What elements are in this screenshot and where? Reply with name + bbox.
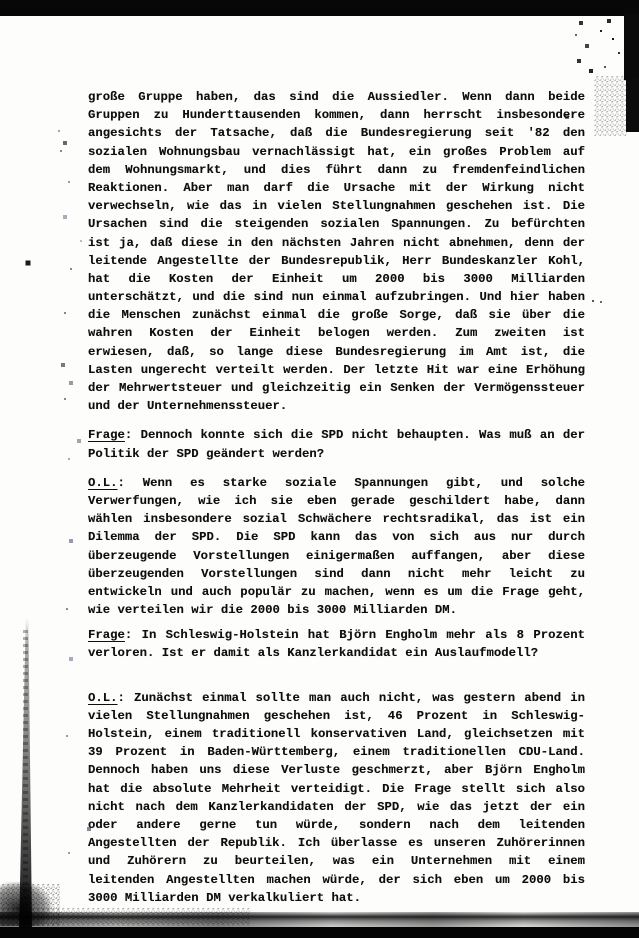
text-line: Reaktionen. Aber man darf die Ursache mit der Wirkung nicht	[88, 180, 585, 195]
scan-mark-top-right-upper	[624, 14, 639, 80]
text-line: hat die Kosten der Einheit um 2000 bis 3000 Milliarden	[88, 271, 585, 286]
text-line: wie verteilen wir die 2000 bis 3000 Milliarden DM.	[88, 603, 457, 618]
text-line: erwiesen, daß, so lange diese Bundesregierung im Amt ist, die	[88, 344, 585, 359]
answer-1	[88, 474, 585, 620]
text-line: dem Wohnungsmarkt, und dies führt dann zu fremdenfeindlichen	[88, 162, 585, 177]
text-line: sozialen Wohnungsbau vernachlässigt hat, ein großes Problem auf	[88, 144, 585, 159]
text-column	[88, 88, 585, 918]
scan-edge-top-bar	[0, 0, 639, 16]
scan-specks-margins	[0, 0, 2, 2]
text-line: leitende Angestellte der Bundesrepublik, Herr Bundeskanzler Kohl,	[88, 253, 585, 268]
scan-streak-left-edge	[19, 618, 32, 930]
answer-2	[88, 689, 585, 907]
text-line: der Mehrwertsteuer und gleichzeitig ein Senken der Vermögenssteuer	[88, 381, 585, 395]
text-line: unterschätzt, und die sind nun einmal aufzubringen. Und hier haben	[88, 290, 585, 305]
text-line: Angestellten der Republik. Ich überlasse es unseren Zuhörerinnen	[88, 836, 585, 851]
scan-blob-bottom-left-noise	[0, 884, 60, 926]
text-line: wahren Kosten der Einheit belogen werden. Zum zweiten ist	[88, 326, 585, 341]
text-line: große Gruppe haben, das sind die Aussiedler. Wenn dann beide	[88, 90, 585, 104]
scan-streak-left-texture	[23, 630, 28, 930]
text-line: angesichts der Tatsache, daß die Bundesregierung seit '82 den	[88, 126, 585, 141]
text-line: überzeugende Vorstellungen einigermaßen auffangen, aber diese	[88, 548, 585, 563]
question-2	[88, 626, 585, 662]
text-line: verloren. Ist er damit als Kanzlerkandidat ein Auslaufmodell?	[88, 646, 539, 661]
text-line: Dilemma der SPD. Die SPD kann das von sich aus nur durch	[88, 530, 585, 545]
text-line: leitenden Angestellten machen würde, der sich eben um 2000 bis	[88, 872, 585, 887]
scan-noise-top-right	[594, 76, 627, 136]
speaker-label: Frage	[88, 428, 125, 443]
text-line: Frage: In Schleswig-Holstein hat Björn Engholm mehr als 8 Prozent	[88, 628, 585, 643]
text-line: vielen Stellungnahmen geschehen ist, 46 Prozent in Schleswig-	[88, 708, 585, 723]
text-line: verwechseln, wie das in vielen Stellungnahmen geschehen ist. Die	[88, 199, 585, 214]
text-line: hat die absolute Mehrheit verteidigt. Die Frage stellt sich also	[88, 781, 585, 796]
text-line: und Zuhörern zu beurteilen, was ein Unternehmen mit einem	[88, 854, 585, 869]
text-line: 39 Prozent in Baden-Württemberg, einem traditionellen CDU-Land.	[88, 745, 585, 760]
text-line: Verwerfungen, wie ich sie eben gerade geschildert habe, dann	[88, 493, 585, 508]
text-line: nicht nach dem Kanzlerkandidaten der SPD, wie das jetzt der ein	[88, 799, 585, 814]
scan-specks-top-right	[0, 0, 2, 2]
text-line: Lasten ungerecht verteilt werden. Der letzte Hit war eine Erhöhung	[88, 362, 585, 377]
text-line: Ursachen sind die steigenden sozialen Spannungen. Zu befürchten	[88, 217, 585, 232]
text-line: Frage: Dennoch konnte sich die SPD nicht behaupten. Was muß an der	[88, 428, 585, 443]
text-line: 3000 Milliarden DM verkalkuliert hat.	[88, 890, 362, 905]
answer-continued	[88, 88, 585, 415]
text-line: Politik der SPD geändert werden?	[88, 446, 325, 461]
text-line: die Menschen zunächst einmal die große Sorge, daß sie über die	[88, 308, 585, 323]
scan-edge-bottom-bar	[0, 927, 639, 938]
speaker-label: O.L.	[88, 690, 118, 705]
text-line: und der Unternehmenssteuer.	[88, 399, 288, 414]
text-line: Dennoch haben uns diese Verluste geschmerzt, aber Björn Engholm	[88, 763, 585, 778]
scan-blob-bottom-left	[0, 882, 52, 926]
text-line: ist ja, daß diese in den nächsten Jahren nicht abnehmen, denn der	[88, 235, 585, 250]
text-line: überzeugenden Vorstellungen sind dann nicht mehr leicht zu	[88, 566, 585, 581]
text-line: O.L.: Zunächst einmal sollte man auch nicht, was gestern abend in	[88, 690, 585, 705]
text-line: O.L.: Wenn es starke soziale Spannungen gibt, und solche	[88, 475, 585, 490]
text-line: entwickeln und auch populär zu machen, wenn es um die Frage geht,	[88, 584, 585, 599]
text-line: oder andere gerne tun würde, sondern nach dem leitenden	[88, 817, 585, 832]
speaker-label: O.L.	[88, 475, 118, 490]
text-line: Gruppen zu Hunderttausenden kommen, dann herrscht insbesondere	[88, 108, 585, 123]
text-line: wählen insbesondere sozial Schwächere rechtsradikal, das ist ein	[88, 512, 585, 527]
scan-mark-top-right-lower	[626, 78, 639, 132]
question-1	[88, 426, 585, 462]
text-line: Holstein, einem traditionell konservativen Land, gleichsetzen mit	[88, 727, 585, 741]
speaker-label: Frage	[88, 628, 125, 643]
